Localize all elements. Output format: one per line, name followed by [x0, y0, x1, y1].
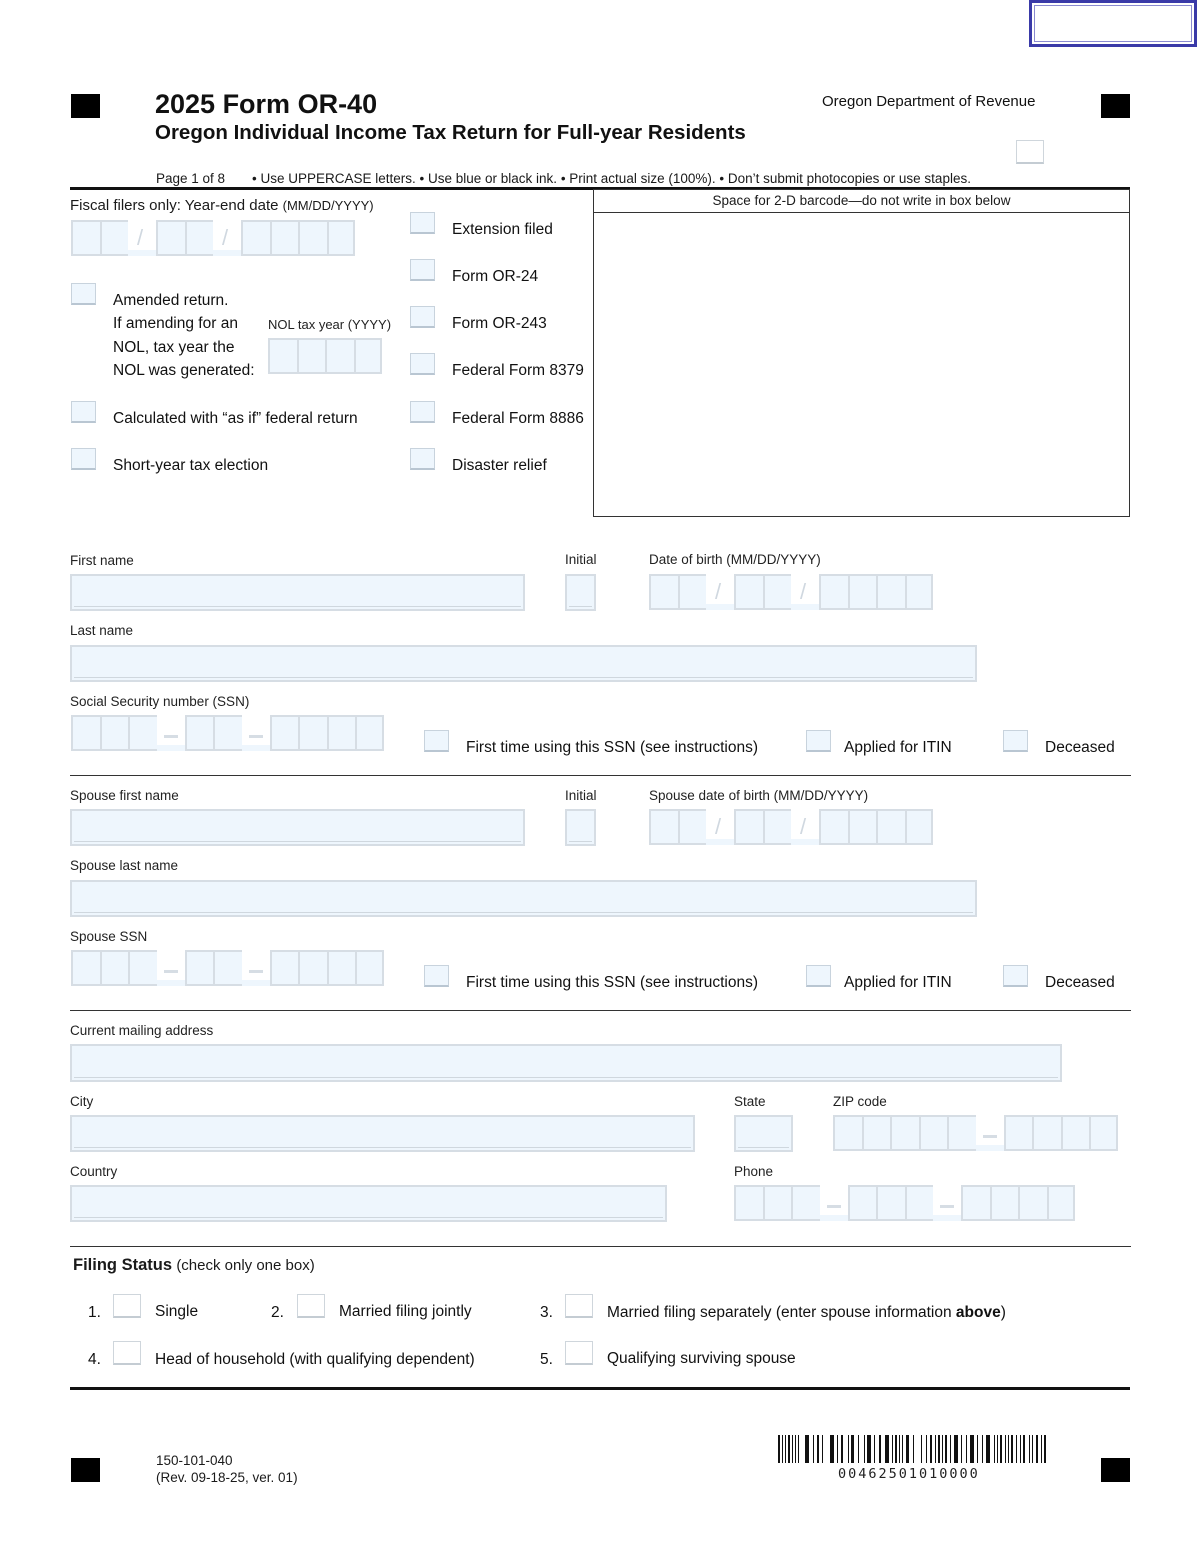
- option-number: 2.: [271, 1304, 284, 1321]
- section-divider: [70, 1246, 1131, 1247]
- revision-info: (Rev. 09-18-25, ver. 01): [156, 1470, 298, 1485]
- country-label: Country: [70, 1164, 118, 1179]
- ssn-input[interactable]: [71, 715, 384, 751]
- print-instructions: • Use UPPERCASE letters. • Use blue or black ink. • Print actual size (100%). • Don’t submit photocopies or use staples.: [252, 171, 971, 186]
- initial-input[interactable]: [565, 574, 596, 611]
- spouse-first-name-input[interactable]: [70, 809, 525, 846]
- f8379-checkbox[interactable]: [410, 353, 435, 375]
- spouse-last-name-label: Spouse last name: [70, 858, 179, 873]
- spouse-dob-input[interactable]: [649, 809, 933, 845]
- or243-checkbox[interactable]: [410, 306, 435, 328]
- f8886-checkbox[interactable]: [410, 401, 435, 423]
- deceased-label: Deceased: [1045, 739, 1115, 756]
- bottom-rule: [70, 1387, 1130, 1390]
- single-label: Single: [155, 1303, 199, 1320]
- head-of-household-checkbox[interactable]: [113, 1341, 141, 1365]
- registration-mark: [1101, 1458, 1130, 1482]
- section-divider: [70, 1010, 1131, 1011]
- spouse-itin-label: Applied for ITIN: [844, 974, 952, 991]
- married-jointly-label: Married filing jointly: [339, 1303, 472, 1320]
- state-input[interactable]: [734, 1115, 793, 1152]
- spouse-first-time-ssn-checkbox[interactable]: [424, 965, 449, 987]
- fiscal-date-input[interactable]: [71, 220, 355, 256]
- as-if-label: Calculated with “as if” federal return: [113, 410, 358, 427]
- or24-checkbox[interactable]: [410, 259, 435, 281]
- dob-input[interactable]: [649, 574, 933, 610]
- as-if-checkbox[interactable]: [71, 401, 96, 423]
- spouse-first-time-ssn-label: First time using this SSN (see instructions): [466, 974, 759, 991]
- form-title: 2025 Form OR-40: [155, 89, 378, 119]
- option-number: 1.: [88, 1304, 101, 1321]
- itin-checkbox[interactable]: [806, 730, 831, 752]
- first-time-ssn-label: First time using this SSN (see instructions): [466, 739, 759, 756]
- f8379-label: Federal Form 8379: [452, 362, 584, 379]
- mailing-address-input[interactable]: [70, 1044, 1062, 1082]
- barcode: [778, 1435, 1046, 1463]
- city-label: City: [70, 1094, 94, 1109]
- or24-label: Form OR-24: [452, 268, 539, 285]
- spouse-ssn-input[interactable]: [71, 950, 384, 986]
- nol-year-input[interactable]: [268, 338, 382, 374]
- extension-checkbox[interactable]: [410, 212, 435, 234]
- barcode-space-box: [593, 189, 1130, 517]
- option-number: 4.: [88, 1351, 101, 1368]
- amended-label: Amended return.: [113, 292, 229, 309]
- disaster-label: Disaster relief: [452, 457, 547, 474]
- ssn-label: Social Security number (SSN): [70, 694, 250, 709]
- first-name-input[interactable]: [70, 574, 525, 611]
- spouse-dob-label: Spouse date of birth (MM/DD/YYYY): [649, 788, 869, 803]
- barcode-number: 00462501010000: [838, 1466, 980, 1482]
- spouse-initial-input[interactable]: [565, 809, 596, 846]
- extension-label: Extension filed: [452, 221, 553, 238]
- deceased-checkbox[interactable]: [1003, 730, 1028, 752]
- head-of-household-label: Head of household (with qualifying dependent): [155, 1351, 475, 1368]
- nol-year-label: NOL tax year (YYYY): [268, 317, 392, 332]
- state-label: State: [734, 1094, 766, 1109]
- page-info: Page 1 of 8: [156, 171, 226, 186]
- barcode-space-label: Space for 2-D barcode—do not write in box below: [594, 190, 1129, 213]
- single-checkbox[interactable]: [113, 1294, 141, 1318]
- initial-label: Initial: [565, 552, 597, 567]
- option-number: 3.: [540, 1304, 553, 1321]
- spouse-itin-checkbox[interactable]: [806, 965, 831, 987]
- mailing-address-label: Current mailing address: [70, 1023, 214, 1038]
- first-time-ssn-checkbox[interactable]: [424, 730, 449, 752]
- section-divider: [70, 775, 1131, 776]
- zip-input[interactable]: [833, 1115, 1118, 1151]
- spouse-initial-label: Initial: [565, 788, 597, 803]
- country-input[interactable]: [70, 1185, 667, 1222]
- last-name-input[interactable]: [70, 645, 977, 682]
- registration-mark: [71, 94, 100, 118]
- spouse-first-name-label: Spouse first name: [70, 788, 179, 803]
- phone-label: Phone: [734, 1164, 774, 1179]
- phone-input[interactable]: [734, 1185, 1075, 1221]
- surviving-spouse-checkbox[interactable]: [565, 1341, 593, 1365]
- surviving-spouse-label: Qualifying surviving spouse: [607, 1350, 796, 1367]
- registration-mark: [71, 1458, 100, 1482]
- fiscal-label: Fiscal filers only: Year-end date (MM/DD/YYYY): [70, 197, 374, 214]
- spouse-ssn-label: Spouse SSN: [70, 929, 148, 944]
- form-subtitle: Oregon Individual Income Tax Return for Full-year Residents: [155, 121, 746, 144]
- married-separately-checkbox[interactable]: [565, 1294, 593, 1318]
- first-name-label: First name: [70, 553, 134, 568]
- spouse-deceased-label: Deceased: [1045, 974, 1115, 991]
- agency-name: Oregon Department of Revenue: [822, 93, 1036, 110]
- nol-text-3: NOL was generated:: [113, 362, 255, 379]
- dob-label: Date of birth (MM/DD/YYYY): [649, 552, 821, 567]
- nol-text-1: If amending for an: [113, 315, 238, 332]
- last-name-label: Last name: [70, 623, 134, 638]
- form-number: 150-101-040: [156, 1453, 233, 1468]
- registration-mark: [1101, 94, 1130, 118]
- itin-label: Applied for ITIN: [844, 739, 952, 756]
- nol-text-2: NOL, tax year the: [113, 339, 235, 356]
- married-separately-label: Married filing separately (enter spouse information above): [607, 1304, 1006, 1321]
- short-year-checkbox[interactable]: [71, 448, 96, 470]
- f8886-label: Federal Form 8886: [452, 410, 584, 427]
- spouse-deceased-checkbox[interactable]: [1003, 965, 1028, 987]
- top-right-box: [1029, 0, 1197, 47]
- header-checkbox[interactable]: [1016, 140, 1044, 164]
- or243-label: Form OR-243: [452, 315, 547, 332]
- married-jointly-checkbox[interactable]: [297, 1294, 325, 1318]
- amended-checkbox[interactable]: [71, 283, 96, 305]
- option-number: 5.: [540, 1351, 553, 1368]
- filing-status-heading: Filing Status (check only one box): [73, 1256, 315, 1274]
- short-year-label: Short-year tax election: [113, 457, 269, 474]
- disaster-checkbox[interactable]: [410, 448, 435, 470]
- zip-label: ZIP code: [833, 1094, 887, 1109]
- spouse-last-name-input[interactable]: [70, 880, 977, 917]
- city-input[interactable]: [70, 1115, 695, 1152]
